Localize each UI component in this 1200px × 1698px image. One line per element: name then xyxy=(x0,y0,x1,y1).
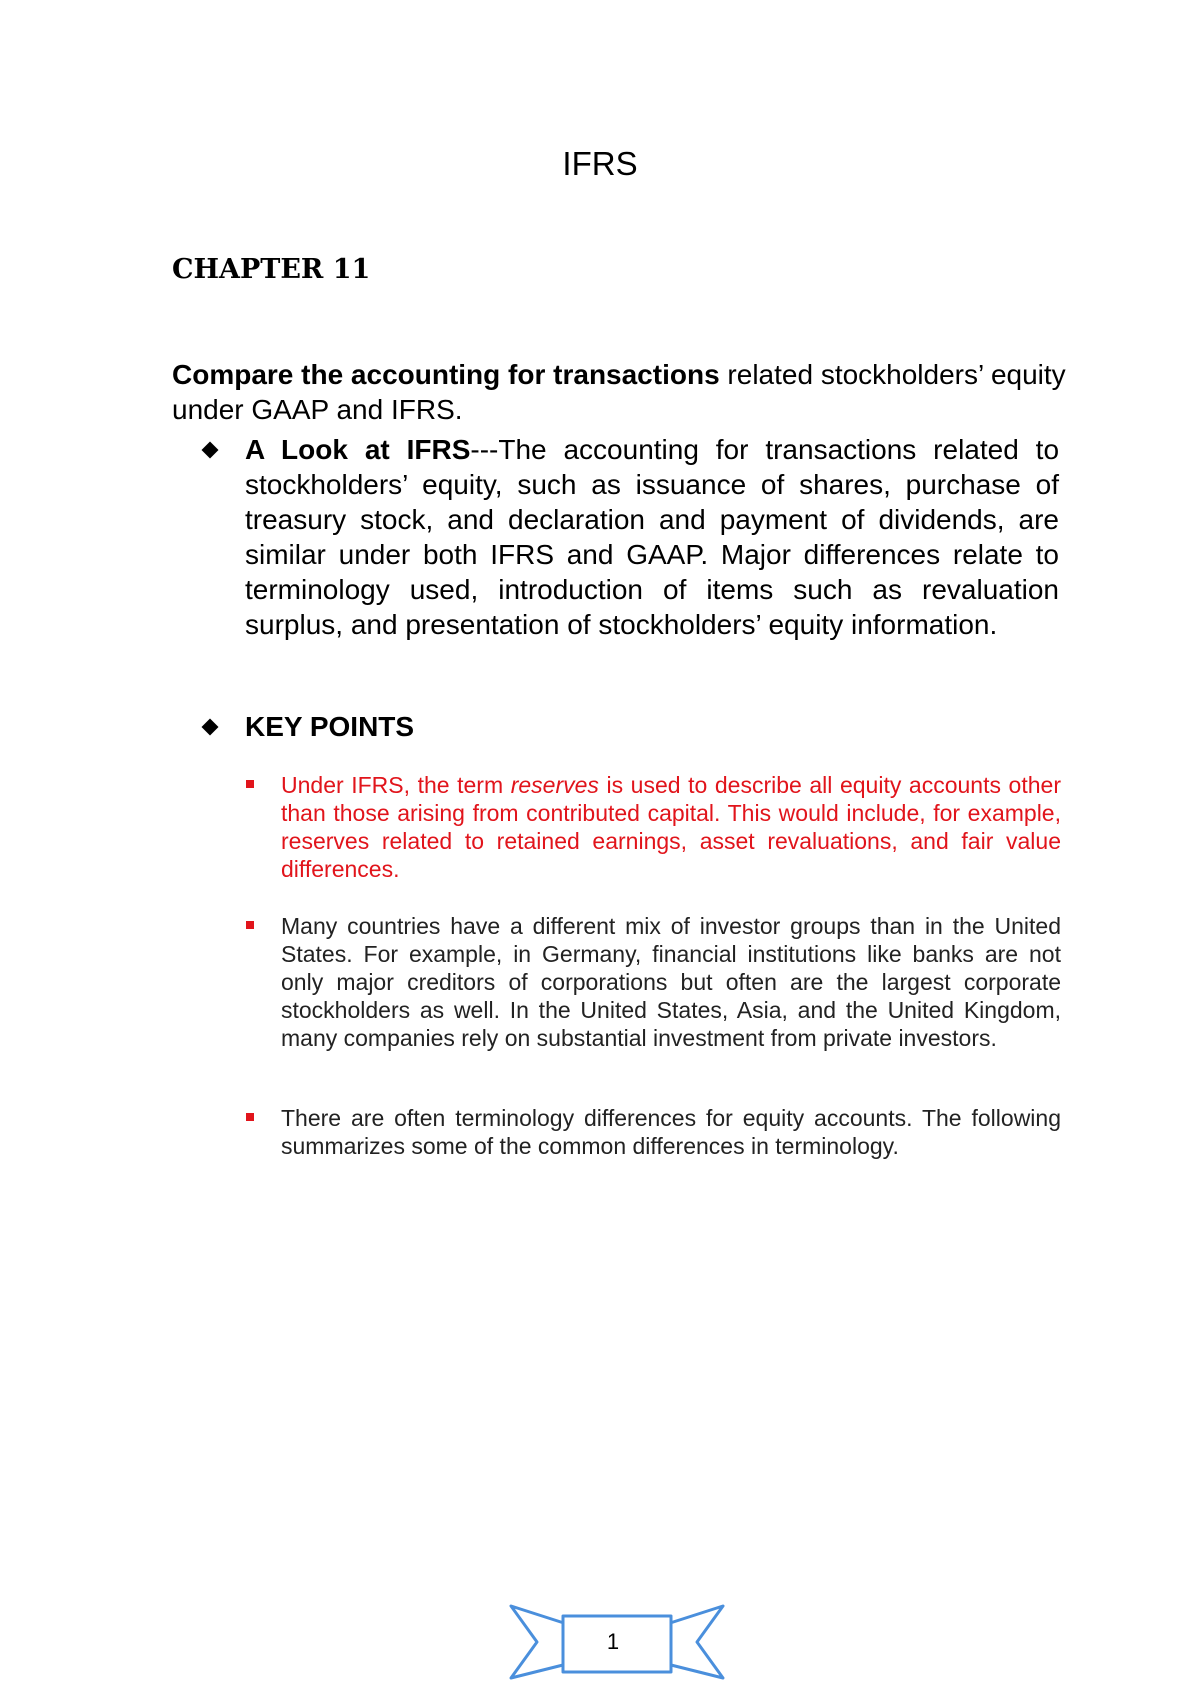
key-point-1-post: is used to describe all equity accounts other than those arising from contributed capital. This would include, for example, reserves related to retained earnings, asset revaluations, and fair value differences. xyxy=(281,772,1061,882)
look-at-ifrs-text xyxy=(245,432,1059,642)
list-item xyxy=(246,1104,1061,1160)
intro-bold-text: Compare the accounting for transactions xyxy=(172,359,720,390)
chapter-heading: CHAPTER 11 xyxy=(172,254,371,285)
page-title: IFRS xyxy=(562,145,638,182)
page-number: 1 xyxy=(606,1629,620,1654)
diamond-icon xyxy=(202,719,219,736)
key-point-text-3: There are often terminology differences for equity accounts. The following summarizes some of the common differences in terminology. xyxy=(281,1105,1061,1159)
look-at-ifrs-body: ---The accounting for transactions related to stockholders’ equity, such as issuance of shares, purchase of treasury stock, and declaration and payment of dividends, are similar under both IFRS and GAAP. Major differences relate to terminology used, introduction of items such as revaluation surplus, and presentation of stockholders’ equity information. xyxy=(245,434,1060,640)
square-bullet-icon xyxy=(246,780,254,788)
look-at-ifrs-item xyxy=(204,432,1059,642)
key-point-1-pre: Under IFRS, the term xyxy=(281,772,511,798)
key-points-item xyxy=(204,709,1059,744)
list-item xyxy=(246,771,1061,883)
key-point-1-emphasis: reserves xyxy=(510,772,599,798)
key-points-heading xyxy=(245,709,1059,744)
key-points-heading-text: KEY POINTS xyxy=(245,711,415,742)
square-bullet-icon xyxy=(246,1113,254,1121)
square-bullet-icon xyxy=(246,921,254,929)
list-item xyxy=(246,912,1061,1052)
look-at-ifrs-label: A Look at IFRS xyxy=(245,434,471,465)
intro-text: related stockholders’ equity under GAAP and IFRS. xyxy=(172,359,1066,425)
key-point-text-1 xyxy=(281,771,1061,883)
diamond-icon xyxy=(202,442,219,459)
key-point-text-2: Many countries have a different mix of investor groups than in the United States. For example, in Germany, financial institutions like banks are not only major creditors of corporations but often are the largest corporate stockholders as well. In the United States, Asia, and the United Kingdom, many companies rely on substantial investment from private investors. xyxy=(281,913,1061,1051)
intro-paragraph xyxy=(172,357,1072,427)
